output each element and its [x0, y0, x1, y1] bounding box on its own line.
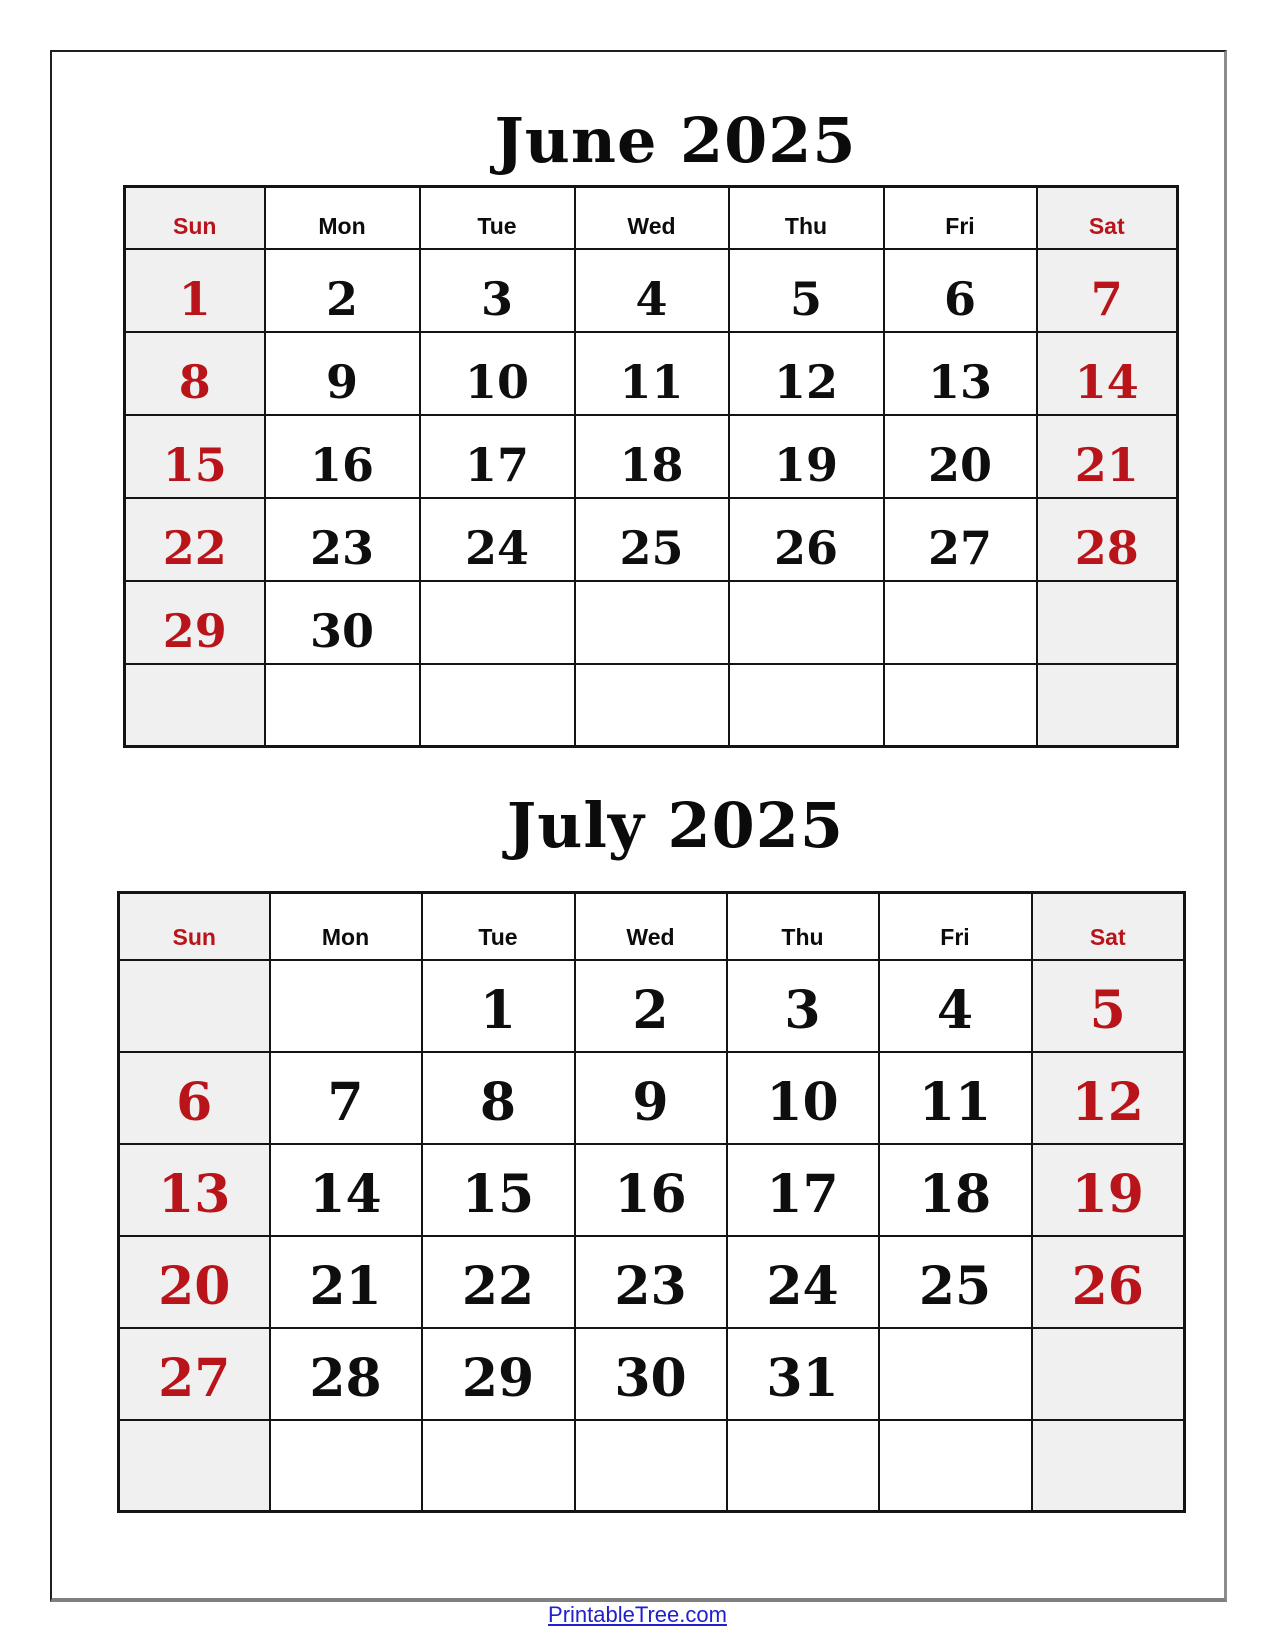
- week-row: [119, 1236, 1185, 1328]
- july-calendar-table: [117, 891, 1186, 1513]
- date-cell: 7: [270, 1052, 422, 1144]
- date-cell: 6: [884, 249, 1037, 332]
- day-header-tue: Tue: [420, 187, 575, 249]
- date-cell: 17: [420, 415, 575, 498]
- date-cell: 5: [1032, 960, 1185, 1052]
- date-cell: 21: [1037, 415, 1178, 498]
- date-cell: 18: [575, 415, 729, 498]
- date-cell: 2: [575, 960, 727, 1052]
- date-cell: 23: [575, 1236, 727, 1328]
- date-cell: 27: [884, 498, 1037, 581]
- empty-cell: [884, 581, 1037, 664]
- empty-cell: [422, 1420, 575, 1512]
- date-cell: 14: [270, 1144, 422, 1236]
- day-header-thu: Thu: [729, 187, 884, 249]
- day-header-sat: Sat: [1032, 893, 1185, 960]
- day-header-fri: Fri: [879, 893, 1032, 960]
- date-cell: 30: [575, 1328, 727, 1420]
- date-cell: 26: [1032, 1236, 1185, 1328]
- date-cell: 10: [420, 332, 575, 415]
- date-cell: 20: [119, 1236, 270, 1328]
- empty-cell: [1037, 664, 1178, 747]
- empty-cell: [884, 664, 1037, 747]
- date-cell: 13: [884, 332, 1037, 415]
- june-calendar-title: June 2025: [494, 104, 857, 177]
- day-header-tue: Tue: [422, 893, 575, 960]
- date-cell: 4: [879, 960, 1032, 1052]
- day-header-fri: Fri: [884, 187, 1037, 249]
- date-cell: 24: [420, 498, 575, 581]
- week-row: [119, 960, 1185, 1052]
- day-header-wed: Wed: [575, 187, 729, 249]
- date-cell: 23: [265, 498, 420, 581]
- empty-cell: [575, 664, 729, 747]
- empty-cell: [265, 664, 420, 747]
- week-row: [125, 664, 1178, 747]
- empty-cell: [1037, 581, 1178, 664]
- empty-cell: [879, 1328, 1032, 1420]
- week-row: [125, 249, 1178, 332]
- date-cell: 15: [125, 415, 265, 498]
- day-header-thu: Thu: [727, 893, 879, 960]
- empty-cell: [420, 664, 575, 747]
- printabletree-link[interactable]: PrintableTree.com: [548, 1602, 727, 1627]
- date-cell: 28: [1037, 498, 1178, 581]
- week-row: [119, 1328, 1185, 1420]
- week-row: [119, 1052, 1185, 1144]
- day-header-mon: Mon: [270, 893, 422, 960]
- date-cell: 8: [422, 1052, 575, 1144]
- date-cell: 29: [422, 1328, 575, 1420]
- date-cell: 6: [119, 1052, 270, 1144]
- date-cell: 20: [884, 415, 1037, 498]
- date-cell: 3: [420, 249, 575, 332]
- day-header-sun: Sun: [125, 187, 265, 249]
- day-header-sun: Sun: [119, 893, 270, 960]
- date-cell: 10: [727, 1052, 879, 1144]
- date-cell: 13: [119, 1144, 270, 1236]
- date-cell: 25: [879, 1236, 1032, 1328]
- date-cell: 8: [125, 332, 265, 415]
- date-cell: 9: [265, 332, 420, 415]
- date-cell: 29: [125, 581, 265, 664]
- week-row: [119, 1144, 1185, 1236]
- empty-cell: [119, 960, 270, 1052]
- empty-cell: [575, 1420, 727, 1512]
- empty-cell: [879, 1420, 1032, 1512]
- page-footer: [0, 1602, 1275, 1628]
- empty-cell: [1032, 1420, 1185, 1512]
- day-header-wed: Wed: [575, 893, 727, 960]
- empty-cell: [1032, 1328, 1185, 1420]
- day-header-sat: Sat: [1037, 187, 1178, 249]
- date-cell: 15: [422, 1144, 575, 1236]
- day-header-mon: Mon: [265, 187, 420, 249]
- date-cell: 5: [729, 249, 884, 332]
- week-row: [125, 581, 1178, 664]
- date-cell: 2: [265, 249, 420, 332]
- june-calendar-table: [123, 185, 1179, 748]
- date-cell: 12: [1032, 1052, 1185, 1144]
- date-cell: 4: [575, 249, 729, 332]
- empty-cell: [420, 581, 575, 664]
- week-row: [125, 498, 1178, 581]
- date-cell: 21: [270, 1236, 422, 1328]
- july-day-header-row: [119, 893, 1185, 960]
- empty-cell: [119, 1420, 270, 1512]
- date-cell: 19: [1032, 1144, 1185, 1236]
- empty-cell: [125, 664, 265, 747]
- date-cell: 18: [879, 1144, 1032, 1236]
- empty-cell: [270, 1420, 422, 1512]
- empty-cell: [729, 664, 884, 747]
- week-row: [125, 332, 1178, 415]
- date-cell: 11: [575, 332, 729, 415]
- empty-cell: [729, 581, 884, 664]
- date-cell: 16: [575, 1144, 727, 1236]
- date-cell: 22: [422, 1236, 575, 1328]
- week-row: [125, 415, 1178, 498]
- empty-cell: [575, 581, 729, 664]
- date-cell: 17: [727, 1144, 879, 1236]
- date-cell: 7: [1037, 249, 1178, 332]
- date-cell: 14: [1037, 332, 1178, 415]
- empty-cell: [727, 1420, 879, 1512]
- week-row: [119, 1420, 1185, 1512]
- date-cell: 26: [729, 498, 884, 581]
- date-cell: 12: [729, 332, 884, 415]
- date-cell: 1: [422, 960, 575, 1052]
- july-calendar-title: July 2025: [506, 789, 845, 862]
- date-cell: 28: [270, 1328, 422, 1420]
- date-cell: 9: [575, 1052, 727, 1144]
- date-cell: 24: [727, 1236, 879, 1328]
- date-cell: 22: [125, 498, 265, 581]
- date-cell: 25: [575, 498, 729, 581]
- empty-cell: [270, 960, 422, 1052]
- date-cell: 19: [729, 415, 884, 498]
- date-cell: 27: [119, 1328, 270, 1420]
- date-cell: 1: [125, 249, 265, 332]
- date-cell: 11: [879, 1052, 1032, 1144]
- date-cell: 3: [727, 960, 879, 1052]
- date-cell: 31: [727, 1328, 879, 1420]
- date-cell: 16: [265, 415, 420, 498]
- date-cell: 30: [265, 581, 420, 664]
- june-day-header-row: [125, 187, 1178, 249]
